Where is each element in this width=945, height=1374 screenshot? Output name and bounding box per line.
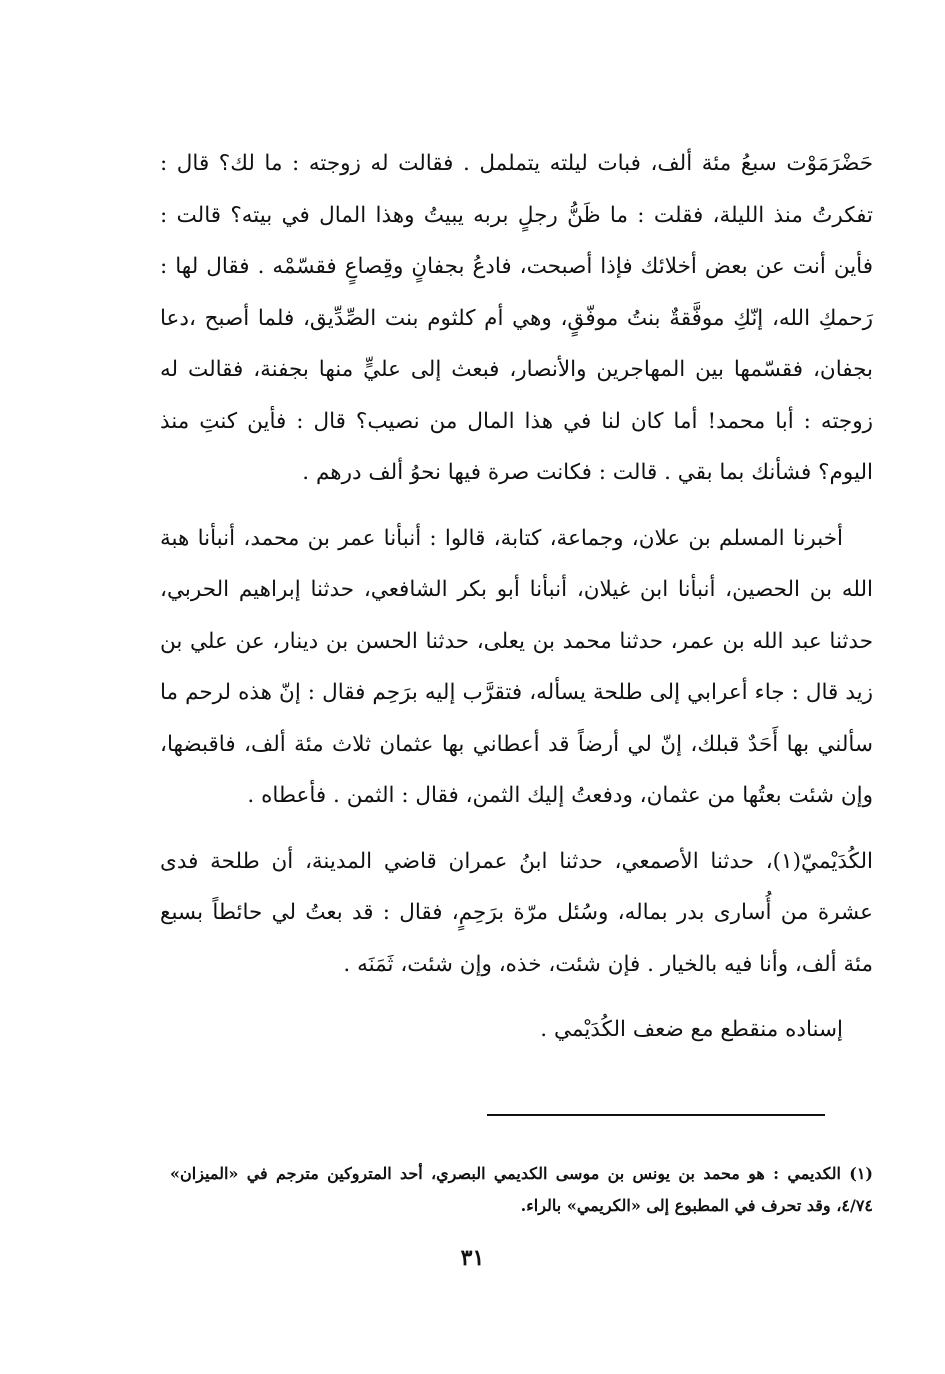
page-number: ٣١ [460, 1245, 485, 1271]
footnote-divider [487, 1114, 825, 1116]
footnote-1: (١) الكديمي : هو محمد بن يونس بن موسى الكديمي البصري، أحد المتروكين مترجم في «الميزان» ٤/٧٤، وقد تحرف في المطبوع إلى «الكريمي» بالراء. [170, 1164, 873, 1215]
paragraph-4: إسناده منقطع مع ضعف الكُدَيْمي . [540, 1017, 843, 1042]
paragraph-2: أخبرنا المسلم بن علان، وجماعة، كتابة، قالوا : أنبأنا عمر بن محمد، أنبأنا هبة الله بن الحصين، أنبأنا ابن غيلان، أنبأنا أبو بكر الشافعي، حدثنا إبراهيم الحربي، حدثنا عبد الله بن عمر، حدثنا محمد بن يعلى، حدثنا الحسن بن دينار، عن علي بن زيد قال : جاء أعرابي إلى طلحة يسأله، فتقرَّب إليه برَحِم فقال : إنّ هذه لرحم ما سألني بها أَحَدٌ قبلك، إنّ لي أرضاً قد أعطاني بها عثمان ثلاث مئة ألف، فاقبضها، وإن شئت بعتُها من عثمان، ودفعتُ إليك الثمن، فقال : الثمن . فأعطاه . [160, 525, 873, 808]
footnotes [170, 1158, 873, 1222]
main-text [160, 138, 873, 1070]
paragraph-3: الكُدَيْميّ(١)، حدثنا الأصمعي، حدثنا ابنُ عمران قاضي المدينة، أن طلحة فدى عشرة من أُسارى بدر بماله، وسُئل مرّة برَحِمٍ، فقال : قد بعتُ لي حائطاً بسبع مئة ألف، وأنا فيه بالخيار . فإن شئت، خذه، وإن شئت، ثَمَنَه . [160, 848, 873, 977]
paragraph-1: حَضْرَمَوْت سبعُ مئة ألف، فبات ليلته يتململ . فقالت له زوجته : ما لك؟ قال : تفكرتُ منذ الليلة، فقلت : ما ظَنُّ رجلٍ بربه يبيتُ وهذا المال في بيته؟ قالت : فأين أنت عن بعض أخلائك فإذا أصبحت، فادعُ بجفانٍ وقِصاعٍ فقسّمْه . فقال لها : رَحمكِ الله، إنّكِ موفَّقةٌ بنتُ موفّقٍ، وهي أم كلثوم بنت الصِّدِّيق، فلما أصبح ،دعا بجفان، فقسّمها بين المهاجرين والأنصار، فبعث إلى عليٍّ منها بجفنة، فقالت له زوجته : أبا محمد! أما كان لنا في هذا المال من نصيب؟ قال : فأين كنتِ منذ اليوم؟ فشأنك بما بقي . قالت : فكانت صرة فيها نحوُ ألف درهم . [160, 151, 873, 485]
